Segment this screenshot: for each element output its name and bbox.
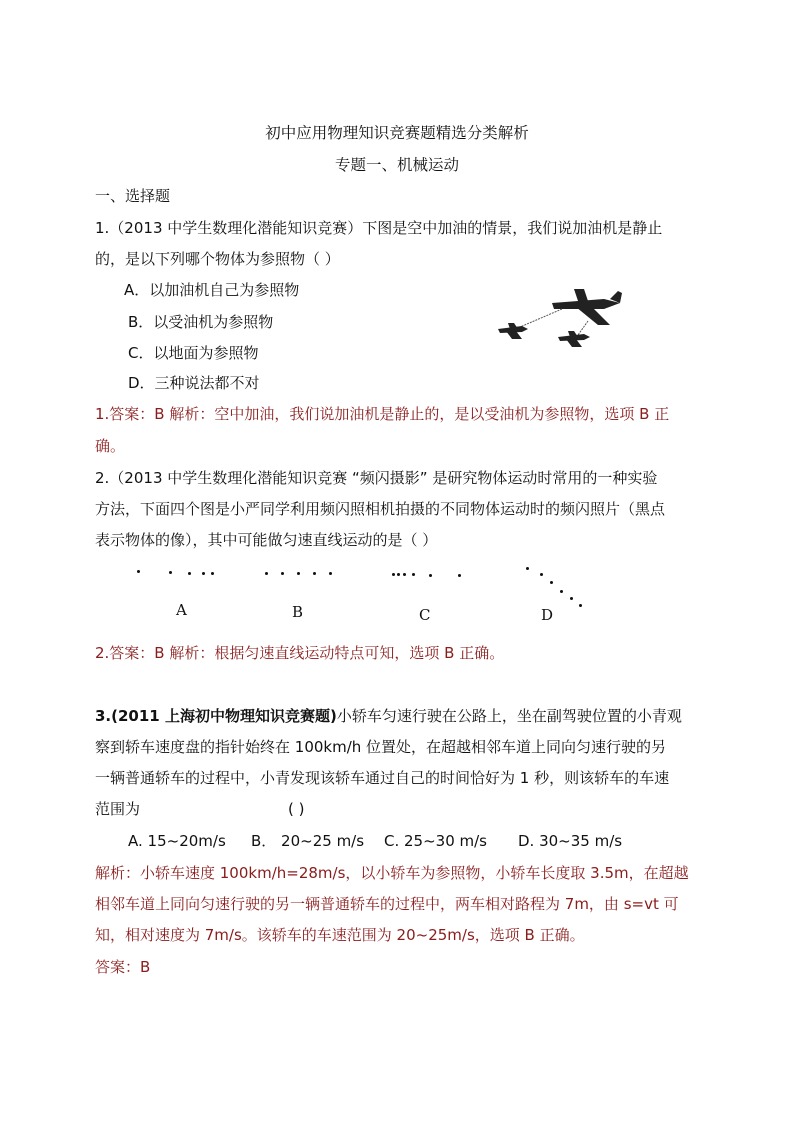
q3-stem-line3: 一辆普通轿车的过程中，小青发现该轿车通过自己的时间恰好为 1 秒，则该轿车的车速 (95, 769, 670, 787)
q3-analysis-line1: 解析：小轿车速度 100km/h=28m/s，以小轿车为参照物，小轿车长度取 3.5m，在超越 (95, 864, 689, 882)
q1-option-b: B．以受油机为参照物 (128, 313, 274, 331)
q1-stem-line1: 1.（2013 中学生数理化潜能知识竞赛）下图是空中加油的情景，我们说加油机是静止 (95, 219, 663, 237)
q3-stem-line1-rest: 小轿车匀速行驶在公路上，坐在副驾驶位置的小青观 (336, 707, 682, 725)
page-title: 初中应用物理知识竞赛题精选分类解析 (265, 124, 529, 142)
q3-analysis-line3: 知，相对速度为 7m/s。该轿车的车速范围为 20~25m/s，选项 B 正确。 (95, 926, 585, 944)
q2-answer: 2.答案：B 解析：根据匀速直线运动特点可知，选项 B 正确。 (95, 644, 505, 662)
q3-analysis-line2: 相邻车道上同向匀速行驶的另一辆普通轿车的过程中，两车相对路程为 7m，由 s=vt 可 (95, 895, 679, 913)
q1-option-d: D．三种说法都不对 (128, 374, 260, 392)
q3-blank-parens: ( ) (288, 800, 305, 818)
q1-option-c: C．以地面为参照物 (128, 344, 259, 362)
q3-option-c: C. 25~30 m/s (384, 832, 488, 850)
strobe-label-a: A (176, 601, 187, 619)
q3-option-a: A. 15~20m/s (128, 832, 226, 850)
q1-answer-line2: 确。 (95, 437, 126, 455)
q3-option-d: D. 30~35 m/s (518, 832, 623, 850)
q3-stem-line1 (95, 706, 682, 726)
page-subtitle: 专题一、机械运动 (334, 156, 459, 174)
strobe-label-d: D (541, 606, 554, 624)
q1-answer-line1: 1.答案：B 解析：空中加油，我们说加油机是静止的，是以受油机为参照物，选项 B 正 (95, 405, 670, 423)
q3-option-b: B． 20~25 m/s (251, 832, 365, 850)
refueling-aircraft-icon (492, 285, 642, 355)
q3-stem-line2: 察到轿车速度盘的指针始终在 100km/h 位置处，在超越相邻车道上同向匀速行驶的另 (95, 738, 667, 756)
q2-stem-line3: 表示物体的像），其中可能做匀速直线运动的是（ ） (95, 531, 438, 549)
q3-source: 3.(2011 上海初中物理知识竞赛题) (95, 707, 337, 725)
section-heading: 一、选择题 (95, 187, 171, 205)
q1-option-a: A．以加油机自己为参照物 (124, 281, 300, 299)
q1-stem-line2: 的，是以下列哪个物体为参照物（ ） (95, 250, 340, 268)
q2-stem-line1: 2.（2013 中学生数理化潜能知识竞赛 “频闪摄影” 是研究物体运动时常用的一种实验 (95, 469, 658, 487)
q3-answer: 答案：B (95, 958, 151, 976)
strobe-label-b: B (292, 603, 304, 621)
q3-stem-line4: 范围为 (95, 800, 141, 818)
strobe-label-c: C (419, 606, 431, 624)
q2-stem-line2: 方法，下面四个图是小严同学利用频闪照相机拍摄的不同物体运动时的频闪照片（黑点 (95, 500, 666, 518)
